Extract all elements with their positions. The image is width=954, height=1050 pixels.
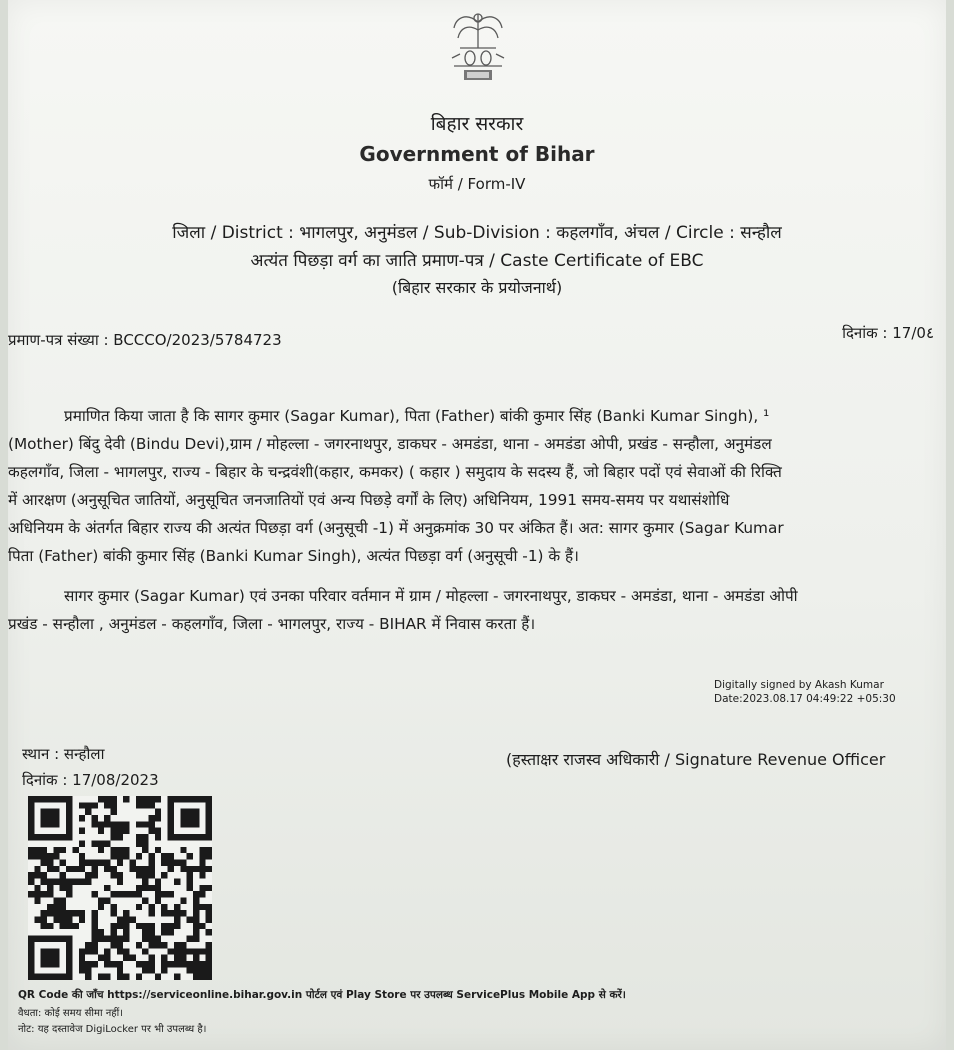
- issue-date-top: दिनांक : 17/0٤: [842, 324, 934, 342]
- form-label: फॉर्म / Form-IV: [428, 175, 526, 193]
- certificate-title: अत्यंत पिछड़ा वर्ग का जाति प्रमाण-पत्र / Caste Certificate of EBC: [250, 251, 704, 271]
- residence-paragraph: [8, 582, 940, 638]
- digilocker-note: नोट: यह दस्तावेज DigiLocker पर भी उपलब्ध है।: [18, 1024, 207, 1035]
- issue-date: दिनांक : 17/08/2023: [22, 771, 159, 789]
- paragraph-line: सागर कुमार (Sagar Kumar) एवं उनका परिवार वर्तमान में ग्राम / मोहल्ला - जगरनाथपुर, डाकघर - अमडंडा, थाना - अमडंडा ओपी: [64, 587, 798, 605]
- qr-verification-note: QR Code की जाँच https://serviceonline.bihar.gov.in पोर्टल एवं Play Store पर उपलब्ध ServicePlus Mobile App से करें।: [18, 989, 626, 1001]
- certificate-page: [8, 0, 946, 1050]
- qr-code-icon: [28, 796, 212, 980]
- issue-place: स्थान : सन्हौला: [22, 745, 105, 763]
- certification-paragraph: [8, 402, 940, 570]
- paragraph-line: (Mother) बिंदु देवी (Bindu Devi),ग्राम / मोहल्ला - जगरनाथपुर, डाकघर - अमडंडा, थाना - अमडंडा ओपी, प्रखंड - सन्हौला, अनुमंडल: [8, 435, 772, 453]
- paragraph-line: प्रमाणित किया जाता है कि सागर कुमार (Sagar Kumar), पिता (Father) बांकी कुमार सिंह (Banki Kumar Singh), ¹: [64, 407, 770, 425]
- digital-signature-signer: Digitally signed by Akash Kumar: [714, 679, 884, 691]
- officer-signature-label: (हस्ताक्षर राजस्व अधिकारी / Signature Revenue Officer: [506, 750, 886, 769]
- govt-hindi-title: बिहार सरकार: [430, 113, 524, 135]
- bihar-emblem-icon: [430, 8, 526, 88]
- location-line: जिला / District : भागलपुर, अनुमंडल / Sub-Division : कहलगाँव, अंचल / Circle : सन्हौल: [172, 223, 782, 243]
- paragraph-line: प्रखंड - सन्हौला , अनुमंडल - कहलगाँव, जिला - भागलपुर, राज्य - BIHAR में निवास करता हैं।: [8, 615, 536, 633]
- certificate-purpose: (बिहार सरकार के प्रयोजनार्थ): [391, 278, 563, 297]
- certificate-number: प्रमाण-पत्र संख्या : BCCCO/2023/5784723: [8, 331, 282, 349]
- paragraph-line: पिता (Father) बांकी कुमार सिंह (Banki Kumar Singh), अत्यंत पिछड़ा वर्ग (अनुसूची -1) के हैं।: [8, 547, 579, 565]
- paragraph-line: कहलगाँव, जिला - भागलपुर, राज्य - बिहार के चन्द्रवंशी(कहार, कमकर) ( कहार ) समुदाय के सदस्य हैं, जो बिहार पदों एवं सेवाओं की रिक्ति: [8, 463, 782, 481]
- digital-signature: [714, 678, 896, 706]
- paragraph-line: में आरक्षण (अनुसूचित जातियों, अनुसूचित जनजातियों एवं अन्य पिछड़े वर्गों के लिए) अधिनियम, 1991 समय-समय पर यथासंशोधि: [8, 491, 730, 509]
- paragraph-line: अधिनियम के अंतर्गत बिहार राज्य की अत्यंत पिछड़ा वर्ग (अनुसूची -1) में अनुक्रमांक 30 पर अंकित हैं। अत: सागर कुमार (Sagar Kumar: [8, 519, 784, 537]
- govt-english-title: Government of Bihar: [359, 142, 595, 166]
- validity-note: वैधता: कोई समय सीमा नहीं।: [18, 1008, 123, 1019]
- digital-signature-date: Date:2023.08.17 04:49:22 +05:30: [714, 693, 896, 705]
